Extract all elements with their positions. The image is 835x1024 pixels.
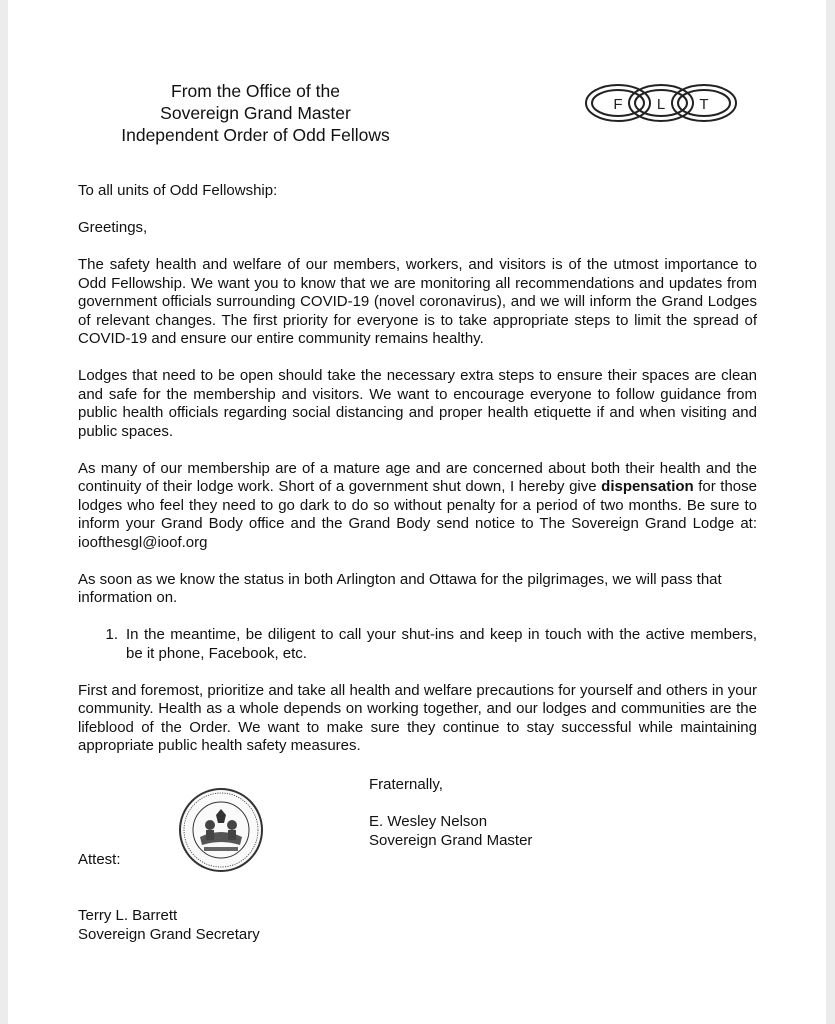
paragraph-safety: The safety health and welfare of our members, workers, and visitors is of the utmost importance to Odd Fellowship. We want you to know that we are monitoring all recommendations and updates from government officials surrounding COVID-19 (novel coronavirus), and we will inform the Grand Lodges of relevant changes. The first priority for everyone is to take appropriate steps to limit the spread of COVID-19 and ensure our entire community remains healthy. xyxy=(78,256,757,347)
letterhead-line-1: From the Office of the xyxy=(171,81,340,101)
logo-letter-f: F xyxy=(613,96,623,113)
paragraph-pilgrimages: As soon as we know the status in both Arlington and Ottawa for the pilgrimages, we will pass that information on. xyxy=(78,570,722,606)
signer-title: Sovereign Grand Master xyxy=(369,831,533,849)
paragraph-precautions: First and foremost, prioritize and take all health and welfare precautions for yourself and others in your community. Health as a whole depends on working together, and our lodges and communities are the lifeblood of the Order. We want to make sure they continue to stay successful while maintaining appropriate public health safety measures. xyxy=(78,681,757,754)
signature-block xyxy=(369,776,532,850)
dispensation-bold: dispensation xyxy=(601,478,694,495)
official-seal-icon xyxy=(178,787,264,873)
letterhead-line-3: Independent Order of Odd Fellows xyxy=(121,125,390,145)
dispensation-text-after: for those lodges who feel they need to go dark to do so without penalty for a period of two months. Be sure to inform your Grand Body office and the Grand Body send notice to The Sovereign Grand Lodge at: ioofthesgl@ioof.org xyxy=(78,478,757,551)
letterhead-line-2: Sovereign Grand Master xyxy=(160,103,351,123)
letter-body xyxy=(78,182,757,774)
list-item-text: In the meantime, be diligent to call your shut-ins and keep in touch with the active members, be it phone, Facebook, etc. xyxy=(126,626,757,662)
list-item xyxy=(78,626,757,663)
secretary-title: Sovereign Grand Secretary xyxy=(78,925,260,943)
list-item-number: 1. xyxy=(105,626,118,643)
secretary-name: Terry L. Barrett xyxy=(78,907,178,924)
signer-name: E. Wesley Nelson xyxy=(369,813,488,830)
greeting: Greetings, xyxy=(78,219,148,236)
logo-letter-l: L xyxy=(656,96,666,113)
numbered-list xyxy=(78,626,757,663)
salutation: To all units of Odd Fellowship: xyxy=(78,182,278,199)
three-links-logo-icon xyxy=(576,78,746,128)
logo-letter-t: T xyxy=(699,96,709,113)
letter-page xyxy=(8,0,826,1024)
valediction: Fraternally, xyxy=(369,776,443,793)
letterhead xyxy=(103,80,408,146)
dispensation-text-before: As many of our membership are of a mature age and are concerned about both their health and the continuity of their lodge work. Short of a government shut down, I hereby give xyxy=(78,459,757,495)
paragraph-lodges: Lodges that need to be open should take the necessary extra steps to ensure their spaces are clean and safe for the membership and visitors. We want to encourage everyone to follow guidance from public health officials regarding social distancing and proper health etiquette if and when visiting and public spaces. xyxy=(78,367,757,440)
attest-label: Attest: xyxy=(78,851,121,868)
secretary-block xyxy=(78,907,260,944)
paragraph-dispensation xyxy=(78,460,757,553)
